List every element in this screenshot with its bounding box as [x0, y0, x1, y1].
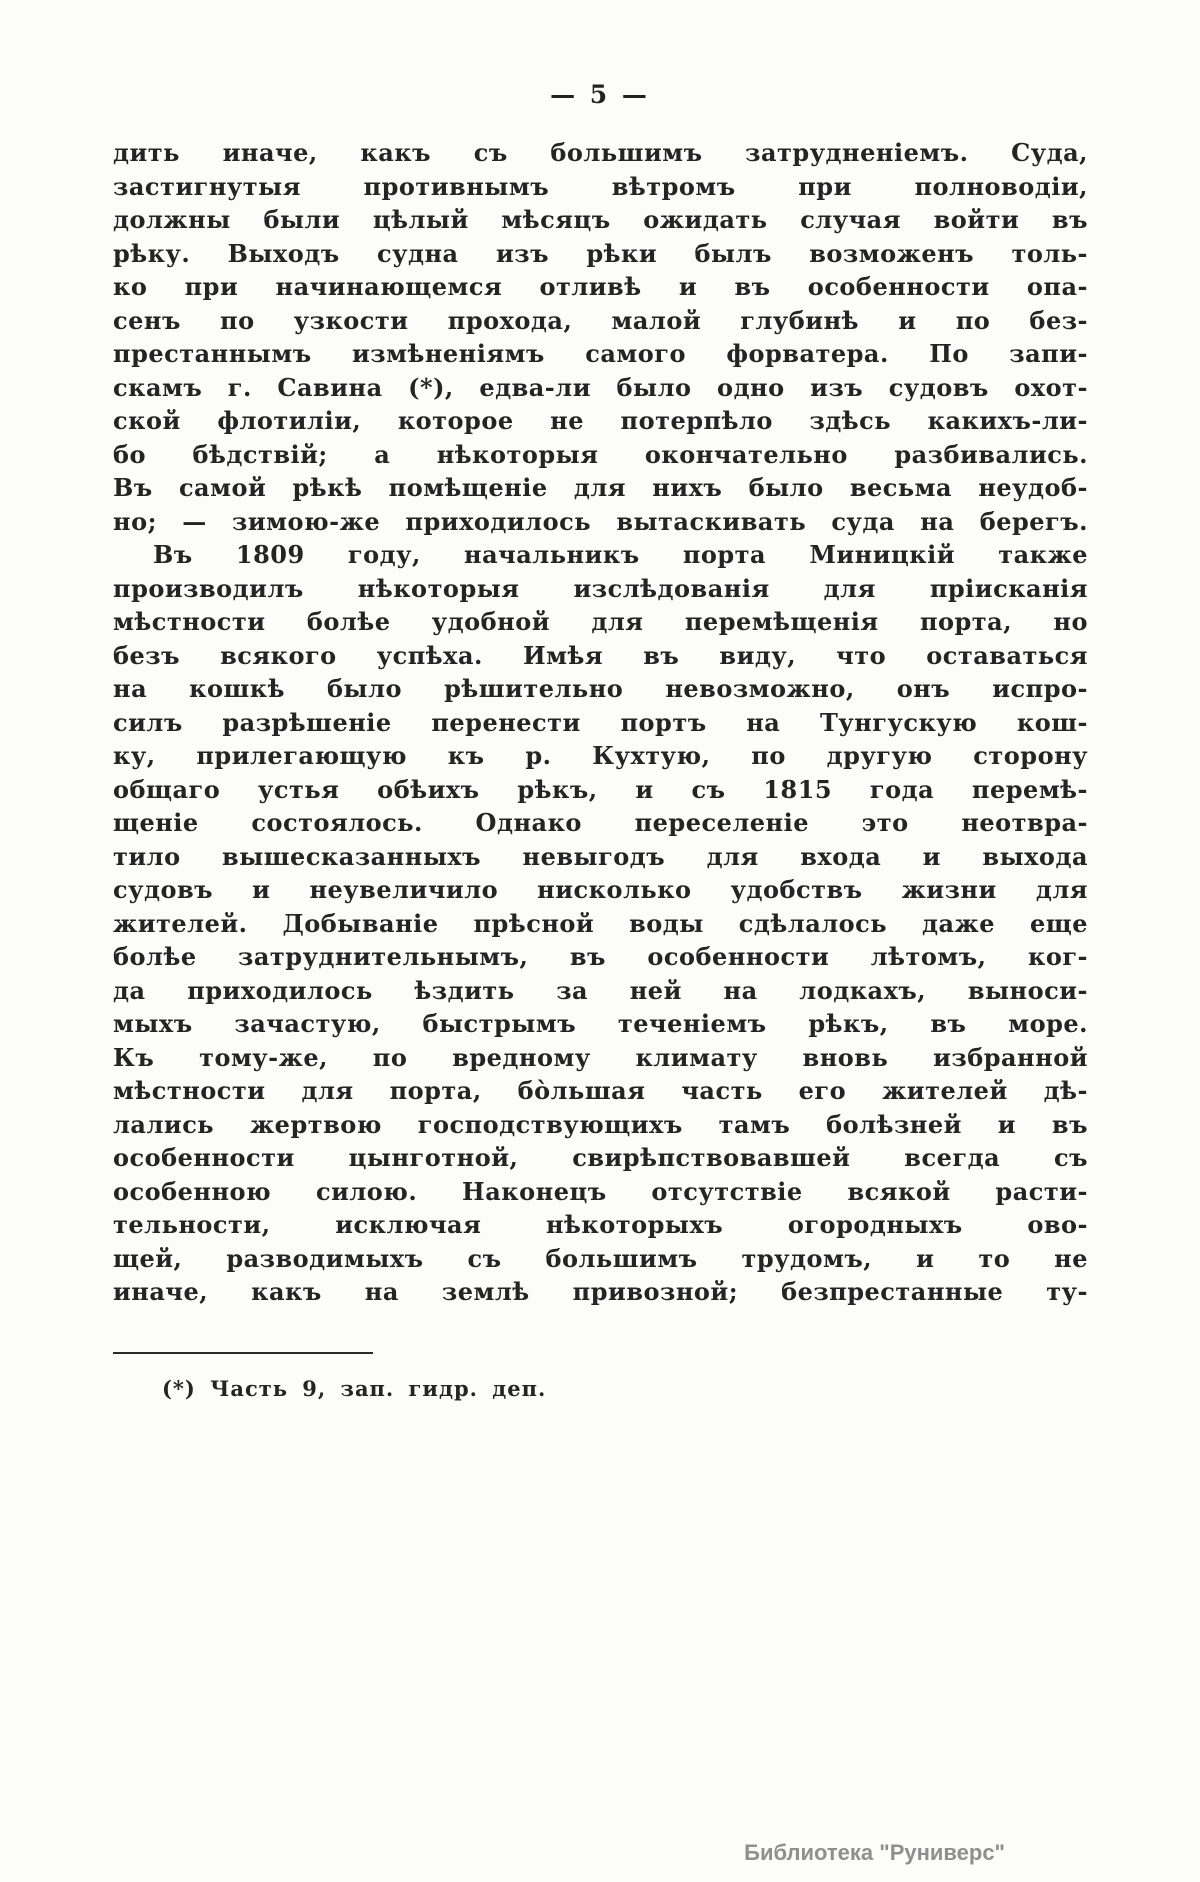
text-line: рѣку. Выходъ судна изъ рѣки былъ возможенъ толь-	[113, 238, 1088, 268]
text-line: болѣе затруднительнымъ, въ особенности лѣтомъ, ког-	[113, 942, 1088, 971]
text-line: Въ самой рѣкѣ помѣщеніе для нихъ было весьма неудоб-	[113, 473, 1088, 502]
text-line: жителей. Добываніе прѣсной воды сдѣлалось даже еще	[113, 908, 1088, 938]
paragraph	[113, 538, 1088, 1309]
text-line: бо бѣдствій; а нѣкоторыя окончательно разбивались.	[113, 439, 1088, 469]
text-line: сенъ по узкости прохода, малой глубинѣ и по без-	[113, 305, 1088, 335]
text-line: тило вышесказанныхъ невыгодъ для входа и выхода	[113, 841, 1088, 871]
text-line: щеніе состоялось. Однако переселеніе это неотвра-	[113, 808, 1088, 837]
text-line: престаннымъ измѣненіямъ самого форватера. По запи-	[113, 339, 1088, 368]
text-line: особенною силою. Наконецъ отсутствіе всякой расти-	[113, 1176, 1088, 1206]
text-line: тельности, исключая нѣкоторыхъ огородныхъ ово-	[113, 1210, 1088, 1239]
text-line: застигнутыя противнымъ вѣтромъ при полноводіи,	[113, 171, 1088, 201]
text-line: общаго устья обѣихъ рѣкъ, и съ 1815 года перемѣ-	[113, 774, 1088, 804]
paragraph	[113, 136, 1088, 538]
text-line: особенности цынготной, свирѣпствовавшей всегда съ	[113, 1143, 1088, 1172]
footnote-text: (*) Часть 9, зап. гидр. деп.	[162, 1376, 547, 1401]
text-line: производилъ нѣкоторыя изслѣдованія для пріисканія	[113, 573, 1088, 603]
text-line: да приходилось ѣздить за ней на лодкахъ, выноси-	[113, 975, 1088, 1005]
text-line: лались жертвою господствующихъ тамъ болѣзней и въ	[113, 1109, 1088, 1139]
text-line: мѣстности для порта, бо̀льшая часть его жителей дѣ-	[113, 1076, 1088, 1105]
text-line: безъ всякого успѣха. Имѣя въ виду, что оставаться	[113, 640, 1088, 670]
text-line: должны были цѣлый мѣсяцъ ожидать случая войти въ	[113, 205, 1088, 234]
text-line: но; — зимою-же приходилось вытаскивать суда на берегъ.	[113, 506, 1088, 536]
text-line: ко при начинающемся отливѣ и въ особенности опа-	[113, 272, 1088, 301]
library-watermark: Библиотека "Руниверс"	[744, 1840, 1005, 1865]
text-line: Къ тому-же, по вредному климату вновь избранной	[113, 1042, 1088, 1072]
text-line: скамъ г. Савина (*), едва-ли было одно изъ судовъ охот-	[113, 372, 1088, 402]
body-text	[113, 136, 1088, 1309]
text-line: ку, прилегающую къ р. Кухтую, по другую сторону	[113, 741, 1088, 770]
text-line: судовъ и неувеличило нисколько удобствъ жизни для	[113, 875, 1088, 904]
text-line: щей, разводимыхъ съ большимъ трудомъ, и то не	[113, 1243, 1088, 1273]
text-line: иначе, какъ на землѣ привозной; безпрестанные ту-	[113, 1277, 1088, 1306]
text-line: Въ 1809 году, начальникъ порта Миницкій также	[153, 540, 1088, 569]
footnote-separator-rule	[113, 1352, 373, 1354]
text-line: мѣстности болѣе удобной для перемѣщенія порта, но	[113, 607, 1088, 636]
text-line: дить иначе, какъ съ большимъ затрудненіемъ. Суда,	[113, 138, 1088, 167]
text-line: мыхъ зачастую, быстрымъ теченіемъ рѣкъ, въ море.	[113, 1009, 1088, 1038]
page-number: — 5 —	[550, 80, 650, 109]
text-line: на кошкѣ было рѣшительно невозможно, онъ испро-	[113, 674, 1088, 703]
text-line: ской флотиліи, которое не потерпѣло здѣсь какихъ-ли-	[113, 406, 1088, 435]
text-line: силъ разрѣшеніе перенести портъ на Тунгускую кош-	[113, 707, 1088, 737]
